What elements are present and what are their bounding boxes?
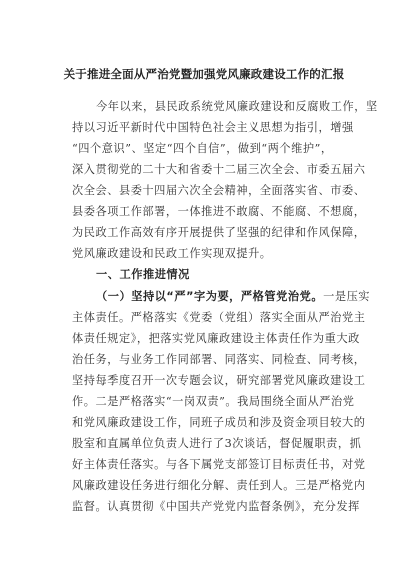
body-line: 风廉政建设任务进行细化分解、责任到人。三是严格党内 <box>72 479 366 492</box>
body-line: 主体责任。严格落实《党委（党组）落实全面从严治党主 <box>72 311 366 324</box>
body-line: 体责任规定》，把落实党风廉政建设主体责任作为重大政 <box>72 332 360 345</box>
intro-line: 深入贯彻党的二十大和省委十二届三次全会、市委五届六 <box>72 163 366 176</box>
body-line: 股室和直属单位负责人进行了3次谈话，督促履职责，抓 <box>72 437 362 450</box>
body-line: 坚持每季度召开一次专题会议，研究部署党风廉政建设工 <box>72 374 366 387</box>
intro-line: 今年以来，县民政系统党风廉政建设和反腐败工作，坚 <box>96 100 378 113</box>
intro-line: 县委各项工作部署，一体推进不敢腐、不能腐、不想腐， <box>72 205 366 218</box>
section-heading: 一、工作推进情况 <box>96 268 190 281</box>
document-title: 关于推进全面从严治党暨加强党风廉政建设工作的汇报 <box>63 67 345 81</box>
intro-line: “四个意识”、坚定“四个自信”，做到“两个维护”， <box>72 142 333 155</box>
intro-line: 党风廉政建设和民政工作实现双提升。 <box>72 247 272 260</box>
body-line: 监督。认真贯彻《中国共产党党内监督条例》，充分发挥 <box>72 500 360 513</box>
intro-line: 为民政工作高效有序开展提供了坚强的纪律和作风保障， <box>72 226 366 239</box>
intro-line: 次全会、县委十四届六次全会精神，全面落实省、市委、 <box>72 184 366 197</box>
body-line: 治任务，与业务工作同部署、同落实、同检查、同考核， <box>72 353 366 366</box>
subsection-heading: （一）坚持以“严”字为要，严格管党治党。 <box>96 290 324 303</box>
body-line: 和党风廉政建设工作，同班子成员和涉及资金项目较大的 <box>72 416 366 429</box>
subsection-first-tail: 一是压实 <box>323 290 371 303</box>
body-line: 好主体责任落实。与各下属党支部签订目标责任书，对党 <box>72 458 366 471</box>
body-line: 作。二是严格落实“一岗双责”。我局围绕全面从严治党 <box>72 395 355 408</box>
intro-line: 持以习近平新时代中国特色社会主义思想为指引，增强 <box>72 121 354 134</box>
subsection-first-line <box>96 288 370 304</box>
